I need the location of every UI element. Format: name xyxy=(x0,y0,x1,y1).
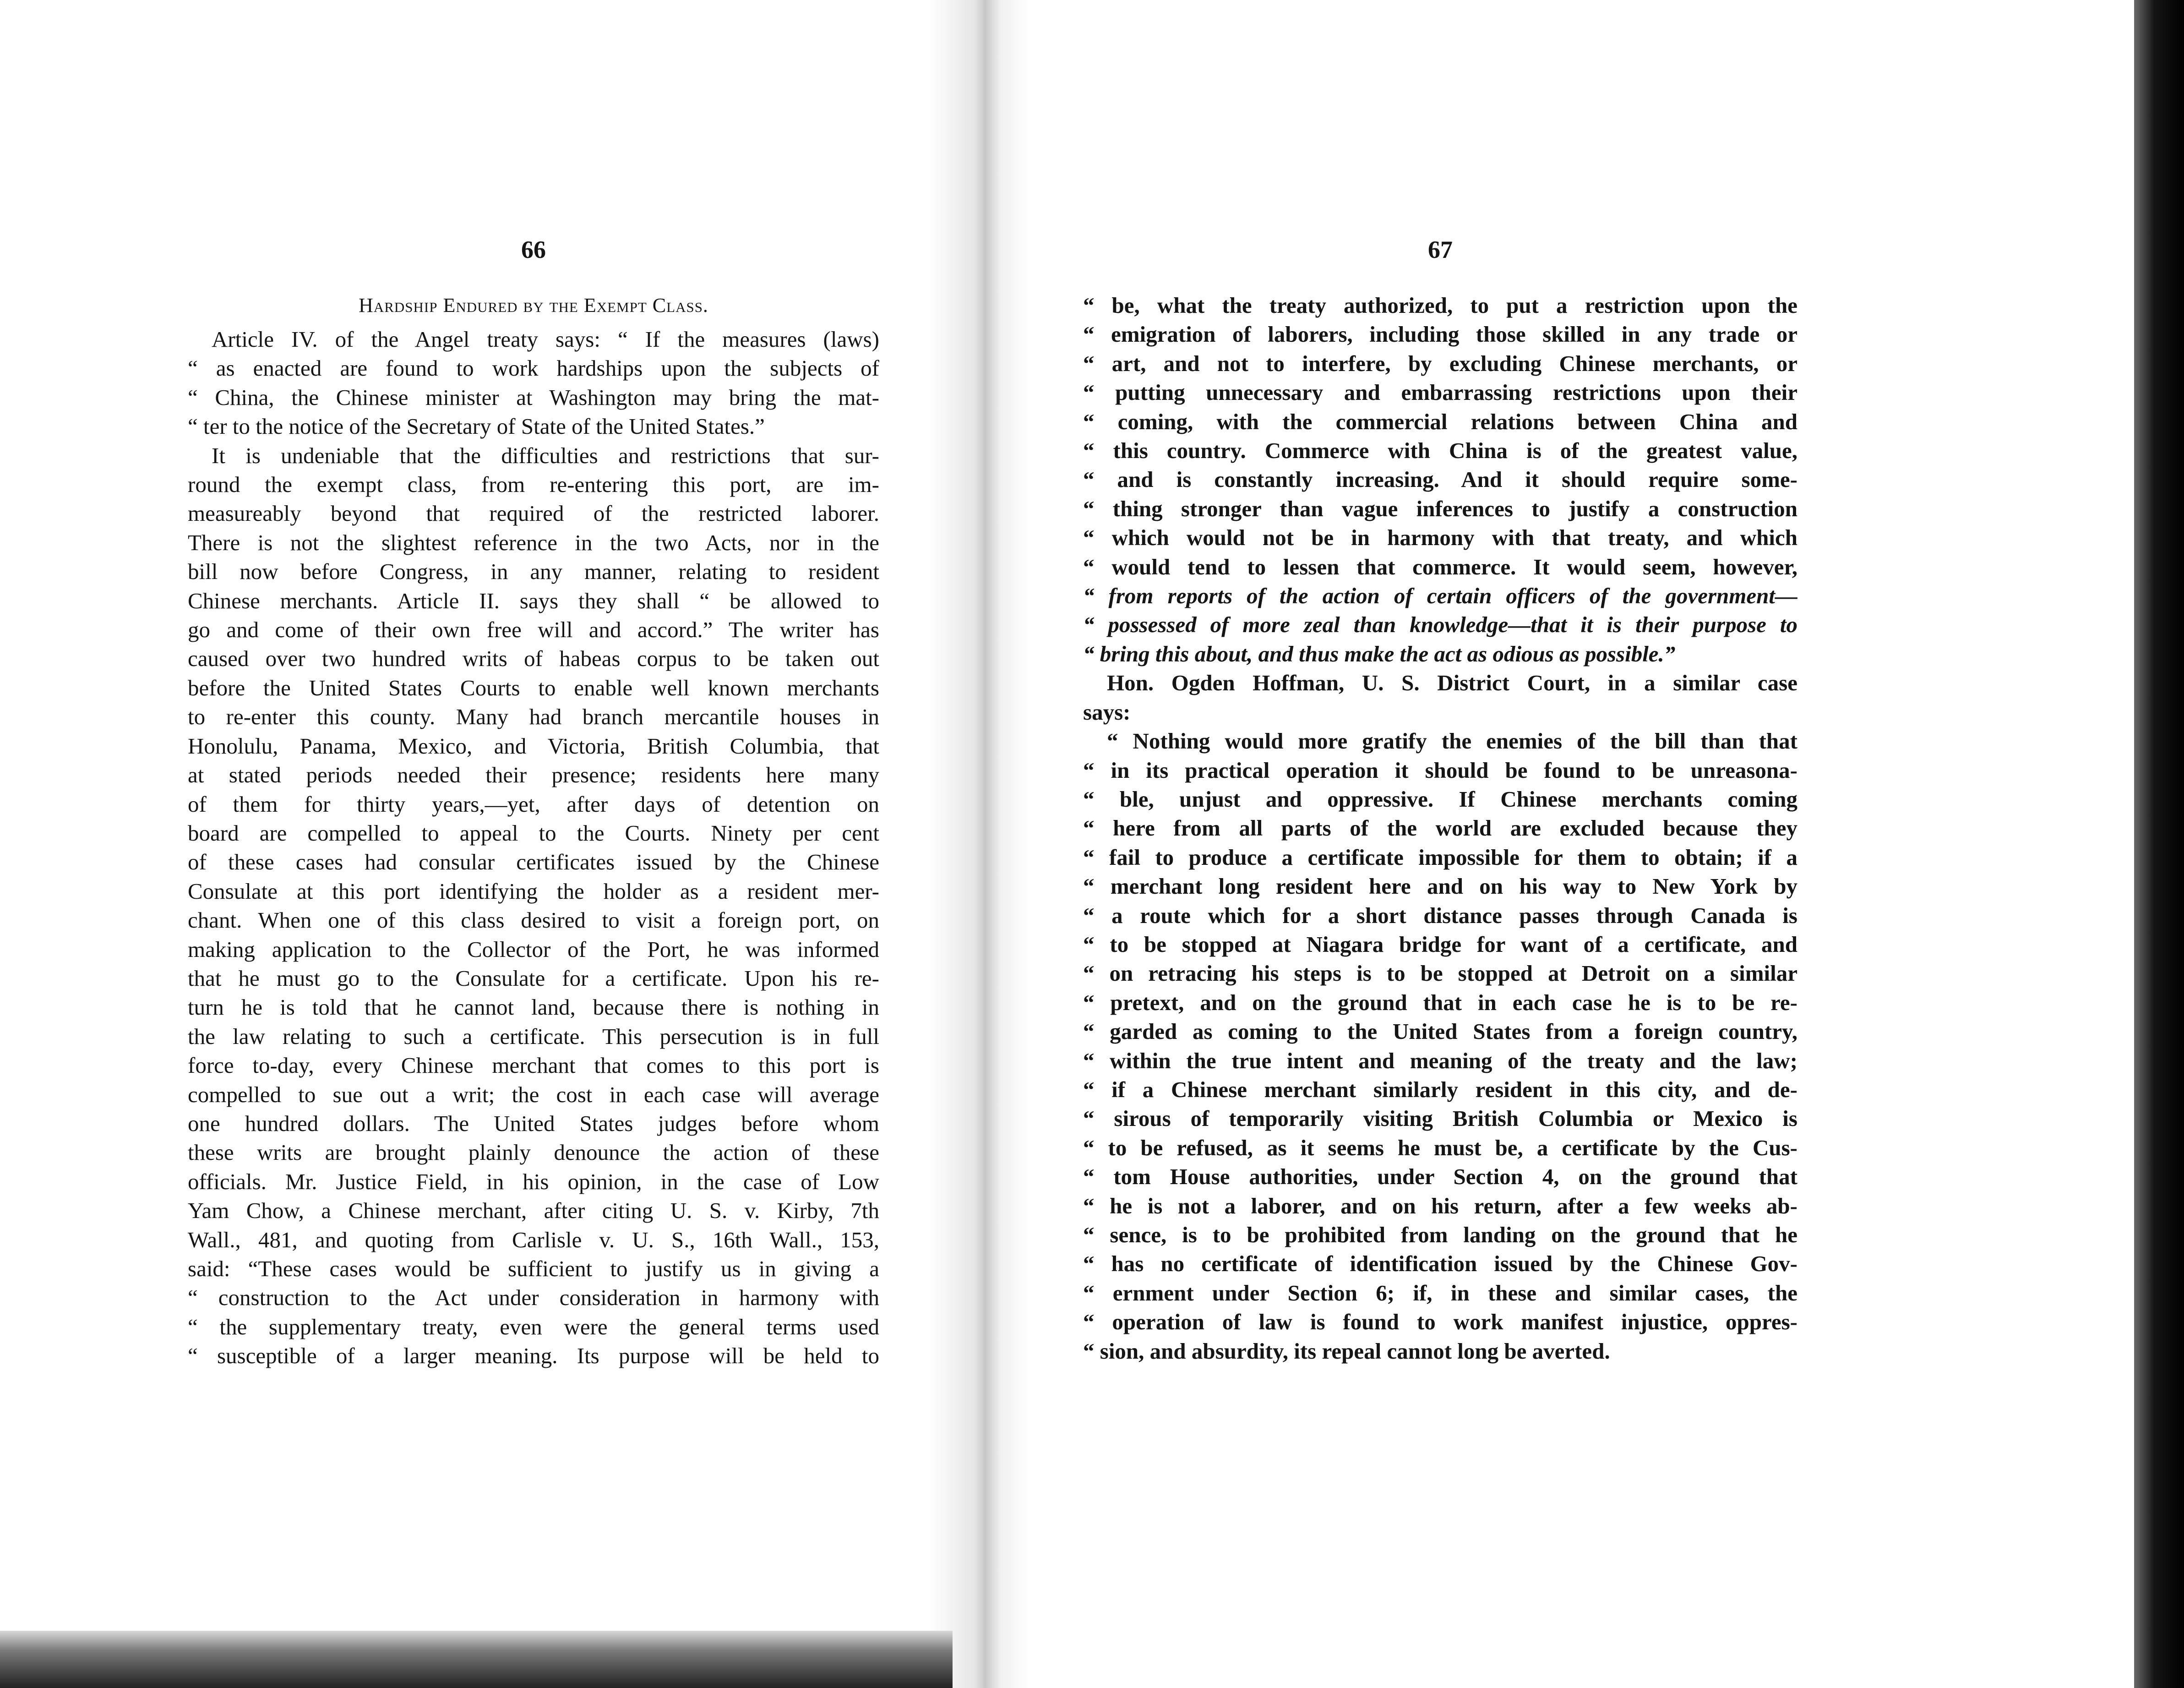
text-line: “ possessed of more zeal than knowledge—that it is their purpose to xyxy=(1083,612,1797,638)
text-line: these writs are brought plainly denounce the action of these xyxy=(188,1140,879,1165)
right-page xyxy=(1083,231,1797,1366)
text-line: “ merchant long resident here and on his way to New York by xyxy=(1083,874,1797,899)
text-line: caused over two hundred writs of habeas corpus to be taken out xyxy=(188,646,879,672)
text-line: of these cases had consular certificates issued by the Chinese xyxy=(188,849,879,875)
text-line: says: xyxy=(1083,699,1131,725)
text-line: “ from reports of the action of certain officers of the government— xyxy=(1083,583,1797,609)
text-line: “ putting unnecessary and embarrassing restrictions upon their xyxy=(1083,380,1797,405)
text-line: “ fail to produce a certificate impossible for them to obtain; if a xyxy=(1083,844,1797,870)
text-line: It is undeniable that the difficulties and restrictions that sur- xyxy=(212,442,879,468)
text-line: “ the supplementary treaty, even were the general terms used xyxy=(188,1314,879,1339)
text-line: chant. When one of this class desired to visit a foreign port, on xyxy=(188,907,879,933)
text-line: “ bring this about, and thus make the act as odious as possible.” xyxy=(1083,641,1676,666)
text-line: officials. Mr. Justice Field, in his opinion, in the case of Low xyxy=(188,1169,879,1194)
text-line: the law relating to such a certificate. This persecution is in full xyxy=(188,1023,879,1049)
left-page-body xyxy=(188,325,879,1371)
text-line: bill now before Congress, in any manner, relating to resident xyxy=(188,559,879,585)
text-line: Consulate at this port identifying the holder as a resident mer- xyxy=(188,878,879,904)
text-line: said: “These cases would be sufficient to justify us in giving a xyxy=(188,1256,879,1281)
text-line: Wall., 481, and quoting from Carlisle v. U. S., 16th Wall., 153, xyxy=(188,1227,879,1252)
text-line: “ to be stopped at Niagara bridge for want of a certificate, and xyxy=(1083,931,1797,957)
text-line: “ construction to the Act under consideration in harmony with xyxy=(188,1285,879,1311)
text-line: that he must go to the Consulate for a certificate. Upon his re- xyxy=(188,965,879,991)
text-line: “ and is constantly increasing. And it should require some- xyxy=(1083,467,1797,492)
page-bottom-edge xyxy=(0,1631,953,1688)
text-line: “ he is not a laborer, and on his return, after a few weeks ab- xyxy=(1083,1193,1797,1218)
text-line: “ ernment under Section 6; if, in these and similar cases, the xyxy=(1083,1280,1797,1306)
text-line: of them for thirty years,—yet, after days of detention on xyxy=(188,791,879,817)
text-line: “ pretext, and on the ground that in each case he is to be re- xyxy=(1083,989,1797,1015)
text-line: at stated periods needed their presence; residents here many xyxy=(188,762,879,788)
text-line: go and come of their own free will and accord.” The writer has xyxy=(188,617,879,643)
text-line: “ thing stronger than vague inferences to justify a construction xyxy=(1083,496,1797,521)
text-line: “ garded as coming to the United States from a foreign country, xyxy=(1083,1019,1797,1044)
text-line: “ a route which for a short distance passes through Canada is xyxy=(1083,902,1797,928)
text-line: Hon. Ogden Hoffman, U. S. District Court, in a similar case xyxy=(1107,670,1797,696)
left-page xyxy=(188,231,879,1371)
text-line: There is not the slightest reference in the two Acts, nor in the xyxy=(188,530,879,555)
text-line: “ would tend to lessen that commerce. It would seem, however, xyxy=(1083,554,1797,579)
text-line: “ on retracing his steps is to be stopped at Detroit on a similar xyxy=(1083,961,1797,986)
text-line: “ to be refused, as it seems he must be, a certificate by the Cus- xyxy=(1083,1135,1797,1160)
text-line: turn he is told that he cannot land, because there is nothing in xyxy=(188,994,879,1020)
text-line: Chinese merchants. Article II. says they shall “ be allowed to xyxy=(188,588,879,613)
text-line: “ emigration of laborers, including those skilled in any trade or xyxy=(1083,322,1797,347)
text-line: “ art, and not to interfere, by excluding Chinese merchants, or xyxy=(1083,350,1797,376)
text-line: “ ble, unjust and oppressive. If Chinese merchants coming xyxy=(1083,786,1797,812)
text-line: “ be, what the treaty authorized, to put a restriction upon the xyxy=(1083,293,1797,318)
text-line: round the exempt class, from re-entering this port, are im- xyxy=(188,472,879,497)
text-line: “ Nothing would more gratify the enemies of the bill than that xyxy=(1107,728,1797,754)
book-cover-edge xyxy=(2134,0,2184,1688)
text-line: force to-day, every Chinese merchant that comes to this port is xyxy=(188,1053,879,1078)
text-line: “ sirous of temporarily visiting British Columbia or Mexico is xyxy=(1083,1106,1797,1131)
running-head: Hardship Endured by the Exempt Class. xyxy=(359,294,708,317)
text-line: Honolulu, Panama, Mexico, and Victoria, British Columbia, that xyxy=(188,733,879,759)
text-line: making application to the Collector of the Port, he was informed xyxy=(188,936,879,962)
text-line: “ within the true intent and meaning of the treaty and the law; xyxy=(1083,1048,1797,1073)
text-line: “ here from all parts of the world are excluded because they xyxy=(1083,815,1797,841)
text-line: measureably beyond that required of the restricted laborer. xyxy=(188,501,879,526)
text-line: Yam Chow, a Chinese merchant, after citing U. S. v. Kirby, 7th xyxy=(188,1198,879,1224)
text-line: “ if a Chinese merchant similarly resident in this city, and de- xyxy=(1083,1076,1797,1102)
text-line: “ ter to the notice of the Secretary of State of the United States.” xyxy=(188,414,765,439)
text-line: “ this country. Commerce with China is of the greatest value, xyxy=(1083,438,1797,464)
text-line: board are compelled to appeal to the Courts. Ninety per cent xyxy=(188,820,879,846)
text-line: “ in its practical operation it should be found to be unreasona- xyxy=(1083,757,1797,783)
text-line: one hundred dollars. The United States judges before whom xyxy=(188,1110,879,1136)
text-line: “ China, the Chinese minister at Washington may bring the mat- xyxy=(188,384,879,410)
text-line: “ operation of law is found to work manifest injustice, oppres- xyxy=(1083,1309,1797,1335)
text-line: “ coming, with the commercial relations between China and xyxy=(1083,409,1797,434)
text-line: “ tom House authorities, under Section 4, on the ground that xyxy=(1083,1164,1797,1190)
text-line: before the United States Courts to enable well known merchants xyxy=(188,675,879,700)
page-number-right: 67 xyxy=(1428,236,1453,263)
page-number-left: 66 xyxy=(521,236,546,263)
text-line: “ susceptible of a larger meaning. Its purpose will be held to xyxy=(188,1343,879,1369)
text-line: to re-enter this county. Many had branch mercantile houses in xyxy=(188,704,879,730)
text-line: “ which would not be in harmony with that treaty, and which xyxy=(1083,525,1797,551)
text-line: “ sion, and absurdity, its repeal cannot long be averted. xyxy=(1083,1338,1610,1364)
text-line: “ has no certificate of identification issued by the Chinese Gov- xyxy=(1083,1251,1797,1277)
text-line: Article IV. of the Angel treaty says: “ If the measures (laws) xyxy=(212,327,879,352)
text-line: compelled to sue out a writ; the cost in each case will average xyxy=(188,1082,879,1107)
text-line: “ sence, is to be prohibited from landing on the ground that he xyxy=(1083,1222,1797,1247)
book-gutter xyxy=(930,0,1030,1688)
right-page-body xyxy=(1083,291,1797,1366)
text-line: “ as enacted are found to work hardships upon the subjects of xyxy=(188,355,879,381)
